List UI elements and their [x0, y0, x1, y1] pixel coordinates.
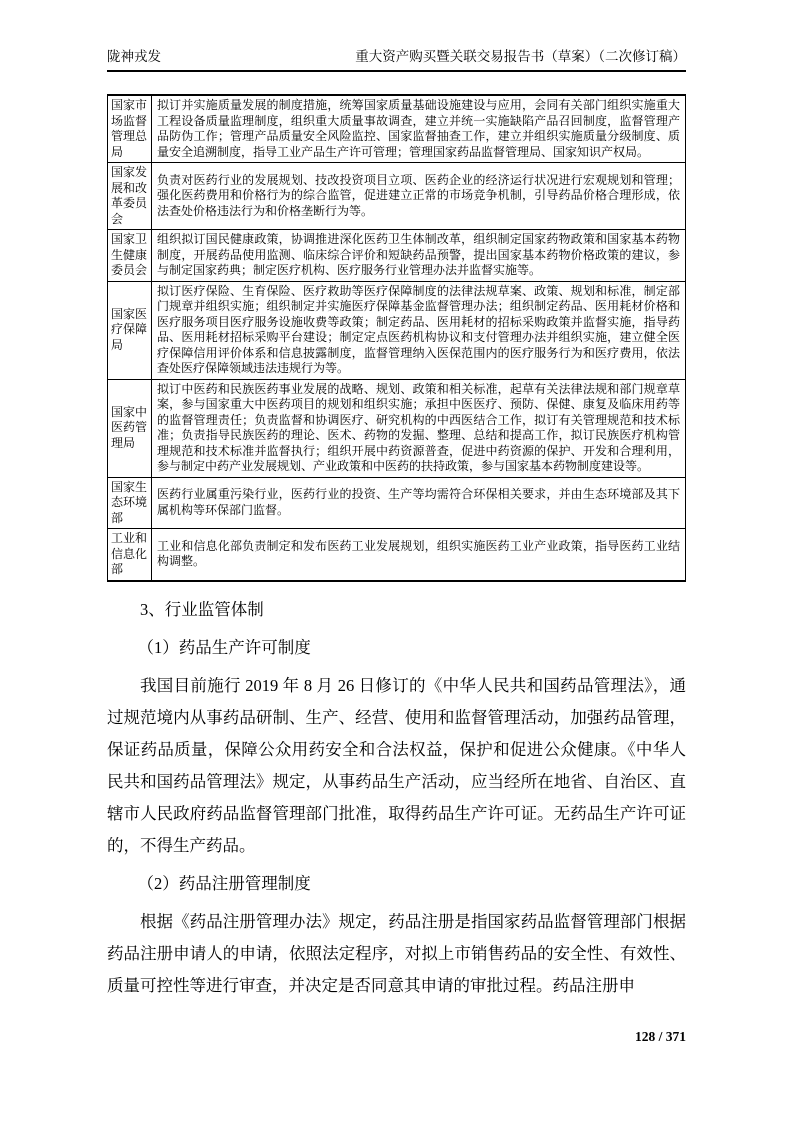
regulator-duty-cell: 拟订并实施质量发展的制度措施，统筹国家质量基础设施建设与应用，会同有关部门组织实施重大工程设备质量监理制度，组织重大质量事故调查，建立并统一实施缺陷产品召回制度，监督管理产品防伪工作；管理产品质量安全风险监控、国家监督抽查工作，建立并组织实施质量分级制度、质量安全追溯制度，指导工业产品生产许可管理；管理国家药品监督管理局、国家知识产权局。 — [152, 95, 686, 163]
regulator-name-cell: 国家生态环境部 — [108, 477, 152, 529]
regulators-table — [107, 94, 686, 582]
regulator-duty-cell: 医药行业属重污染行业，医药行业的投资、生产等均需符合环保相关要求，并由生态环境部及其下属机构等环保部门监督。 — [152, 477, 686, 529]
subsection-heading-drug-registration: （2）药品注册管理制度 — [137, 873, 311, 893]
regulator-duty-cell: 负责对医药行业的发展规划、技改投资项目立项、医药企业的经济运行状况进行宏观规划和管理；强化医药费用和价格行为的综合监管，促进建立正常的市场竞争机制，引导药品价格合理形成，依法查处价格违法行为和价格垄断行为等。 — [152, 163, 686, 230]
table-row — [108, 230, 686, 282]
regulator-name-cell: 工业和信息化部 — [108, 529, 152, 581]
regulator-name-cell: 国家医疗保障局 — [108, 281, 152, 379]
page-number: 128 / 371 — [634, 1029, 686, 1044]
regulator-name-cell: 国家市场监督管理总局 — [108, 95, 152, 163]
table-row — [108, 477, 686, 529]
table-row — [108, 95, 686, 163]
regulator-name-cell: 国家发展和改革委员会 — [108, 163, 152, 230]
table-row — [108, 281, 686, 379]
regulator-duty-cell: 组织拟订国民健康政策，协调推进深化医药卫生体制改革，组织制定国家药物政策和国家基本药物制度，开展药品使用监测、临床综合评价和短缺药品预警，提出国家基本药物价格政策的建议，参与制定国家药典；制定医疗机构、医疗服务行业管理办法并监督实施等。 — [152, 230, 686, 282]
regulator-duty-cell: 拟订医疗保险、生育保险、医疗救助等医疗保障制度的法律法规草案、政策、规划和标准，制定部门规章并组织实施；组织制定并实施医疗保障基金监督管理办法；组织制定药品、医用耗材价格和医疗服务项目医疗服务设施收费等政策；制定药品、医用耗材的招标采购政策并监督实施，指导药品、医用耗材招标采购平台建设；制定定点医药机构协议和支付管理办法并组织实施，建立健全医疗保障信用评价体系和信息披露制度，监督管理纳入医保范围内的医疗服务行为和医疗费用，依法查处医疗保障领域违法违规行为等。 — [152, 281, 686, 379]
header-company-name: 陇神戎发 — [107, 49, 161, 64]
regulator-duty-cell: 拟订中医药和民族医药事业发展的战略、规划、政策和相关标准，起草有关法律法规和部门规章草案，参与国家重大中医药项目的规划和组织实施；承担中医医疗、预防、保健、康复及临床用药等的监督管理责任；负责监督和协调医疗、研究机构的中西医结合工作，拟订有关管理规范和技术标准；负责指导民族医药的理论、医术、药物的发掘、整理、总结和提高工作，拟订民族医疗机构管理规范和技术标准并监督执行；组织开展中药资源普查，促进中药资源的保护、开发和合理利用，参与制定中药产业发展规划、产业政策和中医药的扶持政策，参与国家基本药物制度建设等。 — [152, 379, 686, 477]
table-row — [108, 379, 686, 477]
paragraph-drug-registration: 根据《药品注册管理办法》规定，药品注册是指国家药品监督管理部门根据药品注册申请人的申请，依照法定程序，对拟上市销售药品的安全性、有效性、质量可控性等进行审查，并决定是否同意其申请的审批过程。药品注册申 — [107, 911, 686, 995]
paragraph-drug-administration-law: 我国目前施行 2019 年 8 月 26 日修订的《中华人民共和国药品管理法》，通过规范境内从事药品研制、生产、经营、使用和监督管理活动，加强药品管理，保证药品质量，保障公众用药安全和合法权益，保护和促进公众健康。《中华人民共和国药品管理法》规定，从事药品生产活动，应当经所在地省、自治区、直辖市人民政府药品监督管理部门批准，取得药品生产许可证。无药品生产许可证的，不得生产药品。 — [107, 675, 686, 855]
regulator-name-cell: 国家卫生健康委员会 — [108, 230, 152, 282]
regulator-duty-cell: 工业和信息化部负责制定和发布医药工业发展规划，组织实施医药工业产业政策，指导医药工业结构调整。 — [152, 529, 686, 581]
header-document-title: 重大资产购买暨关联交易报告书（草案）（二次修订稿） — [355, 49, 686, 64]
table-row — [108, 163, 686, 230]
regulator-name-cell: 国家中医药管理局 — [108, 379, 152, 477]
section-heading-supervision-system: 3、行业监管体制 — [140, 599, 264, 619]
table-row — [108, 529, 686, 581]
subsection-heading-production-license: （1）药品生产许可制度 — [137, 637, 311, 657]
page-header — [107, 48, 686, 72]
